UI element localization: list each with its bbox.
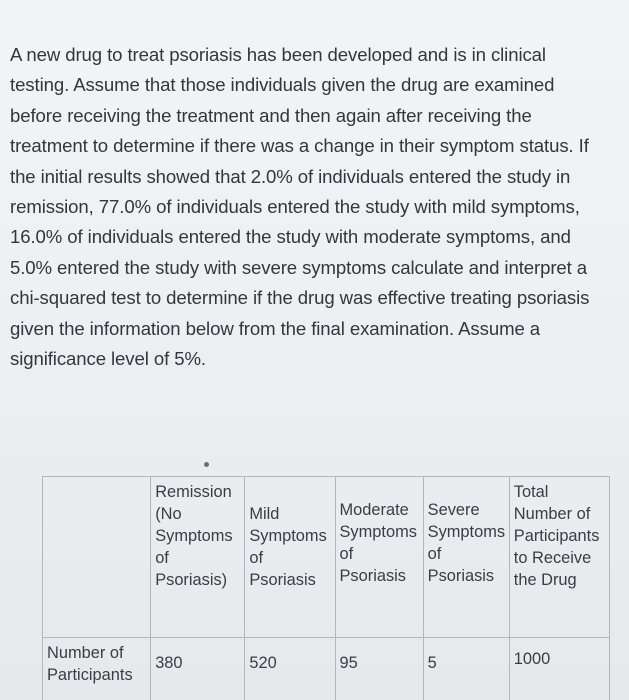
stray-dot-mark xyxy=(204,462,209,467)
header-remission: Remission (No Symptoms of Psoriasis) xyxy=(151,477,245,638)
question-text xyxy=(10,40,610,374)
cell-total: 1000 xyxy=(509,638,609,700)
question-paragraph: A new drug to treat psoriasis has been developed and is in clinical testing. Assume that those individuals given the drug are examined before receiving the treatment and then again after receiving the treatment to determine if there was a change in their symptom status. If the initial results showed that 2.0% of individuals entered the study in remission, 77.0% of individuals entered the study with mild symptoms, 16.0% of individuals entered the study with moderate symptoms, and 5.0% entered the study with severe symptoms calculate and interpret a chi-squared test to determine if the drug was effective treating psoriasis given the information below from the final examination. Assume a significance level of 5%. xyxy=(10,44,590,370)
header-severe: Severe Symptoms of Psoriasis xyxy=(423,477,509,638)
row-label: Number of Participants xyxy=(43,638,151,700)
cell-remission: 380 xyxy=(151,638,245,700)
results-table xyxy=(42,476,610,700)
table-header-row xyxy=(43,477,610,638)
table-row xyxy=(43,638,610,700)
cell-moderate: 95 xyxy=(335,638,423,700)
table-corner-cell xyxy=(43,477,151,638)
header-mild: Mild Symptoms of Psoriasis xyxy=(245,477,335,638)
cell-severe: 5 xyxy=(423,638,509,700)
cell-mild: 520 xyxy=(245,638,335,700)
header-moderate: Moderate Symptoms of Psoriasis xyxy=(335,477,423,638)
header-total: Total Number of Participants to Receive the Drug xyxy=(509,477,609,638)
results-table-container xyxy=(42,476,610,700)
